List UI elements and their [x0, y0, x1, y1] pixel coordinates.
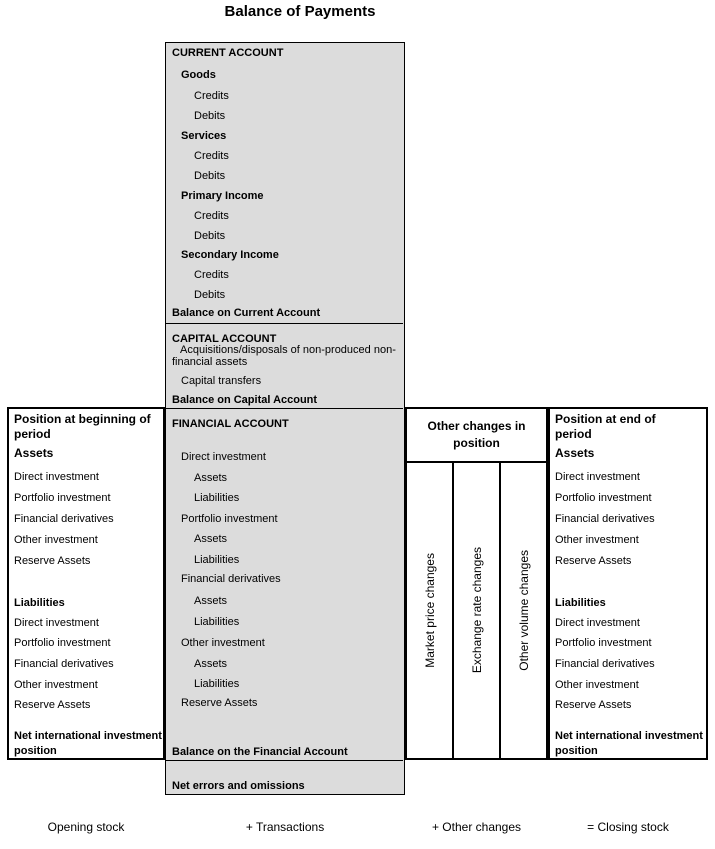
row-liabilities: Liabilities	[194, 678, 240, 690]
row-debits: Debits	[194, 289, 226, 301]
page-title: Balance of Payments	[224, 3, 376, 20]
section-divider	[166, 760, 403, 761]
row-secondary-income: Secondary Income	[181, 249, 279, 261]
row-credits: Credits	[194, 210, 229, 222]
row-portfolio-investment: Portfolio investment	[181, 513, 278, 525]
current-account-header: CURRENT ACCOUNT	[172, 47, 284, 59]
row-debits: Debits	[194, 170, 226, 182]
closing-position-title: Position at end of period	[555, 412, 656, 441]
other-changes-header: Other changes in position	[405, 407, 548, 463]
assets-header: Assets	[14, 446, 54, 460]
column-exchange-rate-changes	[452, 463, 499, 758]
row-portfolio-investment: Portfolio investment	[14, 637, 111, 649]
row-assets: Assets	[194, 595, 228, 607]
row-reserve-assets: Reserve Assets	[181, 697, 258, 709]
row-debits: Debits	[194, 110, 226, 122]
row-assets: Assets	[194, 472, 228, 484]
column-label: Other volume changes	[516, 550, 531, 671]
balance-capital-account: Balance on Capital Account	[172, 394, 318, 406]
row-liabilities: Liabilities	[194, 492, 240, 504]
row-debits: Debits	[194, 230, 226, 242]
column-other-volume-changes	[499, 463, 546, 758]
row-financial-derivatives: Financial derivatives	[14, 513, 114, 525]
column-market-price-changes	[407, 463, 452, 758]
liabilities-header: Liabilities	[555, 597, 606, 609]
row-direct-investment: Direct investment	[555, 617, 640, 629]
row-goods: Goods	[181, 69, 216, 81]
row-portfolio-investment: Portfolio investment	[555, 492, 652, 504]
row-other-investment: Other investment	[14, 679, 98, 691]
row-credits: Credits	[194, 150, 229, 162]
net-iip-label: Net international investment position	[14, 730, 162, 757]
row-portfolio-investment: Portfolio investment	[14, 492, 111, 504]
financial-account-header: FINANCIAL ACCOUNT	[172, 418, 289, 430]
row-financial-derivatives: Financial derivatives	[14, 658, 114, 670]
row-credits: Credits	[194, 269, 229, 281]
column-label: Market price changes	[422, 553, 437, 668]
liabilities-header: Liabilities	[14, 597, 65, 609]
row-financial-derivatives: Financial derivatives	[181, 573, 281, 585]
row-other-investment: Other investment	[555, 679, 639, 691]
row-primary-income: Primary Income	[181, 190, 264, 202]
row-direct-investment: Direct investment	[14, 471, 99, 483]
opening-position-title: Position at beginning of period	[14, 412, 151, 441]
row-reserve-assets: Reserve Assets	[14, 699, 91, 711]
closing-stock-label: = Closing stock	[587, 820, 669, 834]
row-services: Services	[181, 130, 227, 142]
row-liabilities: Liabilities	[194, 554, 240, 566]
row-direct-investment: Direct investment	[14, 617, 99, 629]
row-other-investment: Other investment	[14, 534, 98, 546]
row-reserve-assets: Reserve Assets	[14, 555, 91, 567]
row-acquisitions-disposals: Acquisitions/disposals of non-produced non-financial assets	[172, 344, 396, 368]
section-divider	[166, 408, 403, 409]
net-errors-omissions: Net errors and omissions	[172, 780, 305, 792]
row-portfolio-investment: Portfolio investment	[555, 637, 652, 649]
balance-current-account: Balance on Current Account	[172, 307, 321, 319]
row-other-investment: Other investment	[181, 637, 265, 649]
column-label: Exchange rate changes	[469, 547, 484, 674]
row-other-investment: Other investment	[555, 534, 639, 546]
row-assets: Assets	[194, 533, 228, 545]
row-direct-investment: Direct investment	[181, 451, 266, 463]
row-liabilities: Liabilities	[194, 616, 240, 628]
other-changes-label: + Other changes	[431, 820, 522, 834]
row-direct-investment: Direct investment	[555, 471, 640, 483]
balance-financial-account: Balance on the Financial Account	[172, 746, 348, 758]
row-financial-derivatives: Financial derivatives	[555, 658, 655, 670]
other-changes-columns	[405, 461, 548, 760]
capital-account-header: CAPITAL ACCOUNT	[172, 333, 277, 345]
assets-header: Assets	[555, 446, 595, 460]
row-reserve-assets: Reserve Assets	[555, 699, 632, 711]
row-assets: Assets	[194, 658, 228, 670]
row-capital-transfers: Capital transfers	[181, 375, 262, 387]
net-iip-label: Net international investment position	[555, 730, 703, 757]
opening-stock-label: Opening stock	[47, 820, 125, 834]
row-credits: Credits	[194, 90, 229, 102]
row-financial-derivatives: Financial derivatives	[555, 513, 655, 525]
section-divider	[166, 323, 403, 324]
row-reserve-assets: Reserve Assets	[555, 555, 632, 567]
transactions-label: + Transactions	[245, 820, 325, 834]
